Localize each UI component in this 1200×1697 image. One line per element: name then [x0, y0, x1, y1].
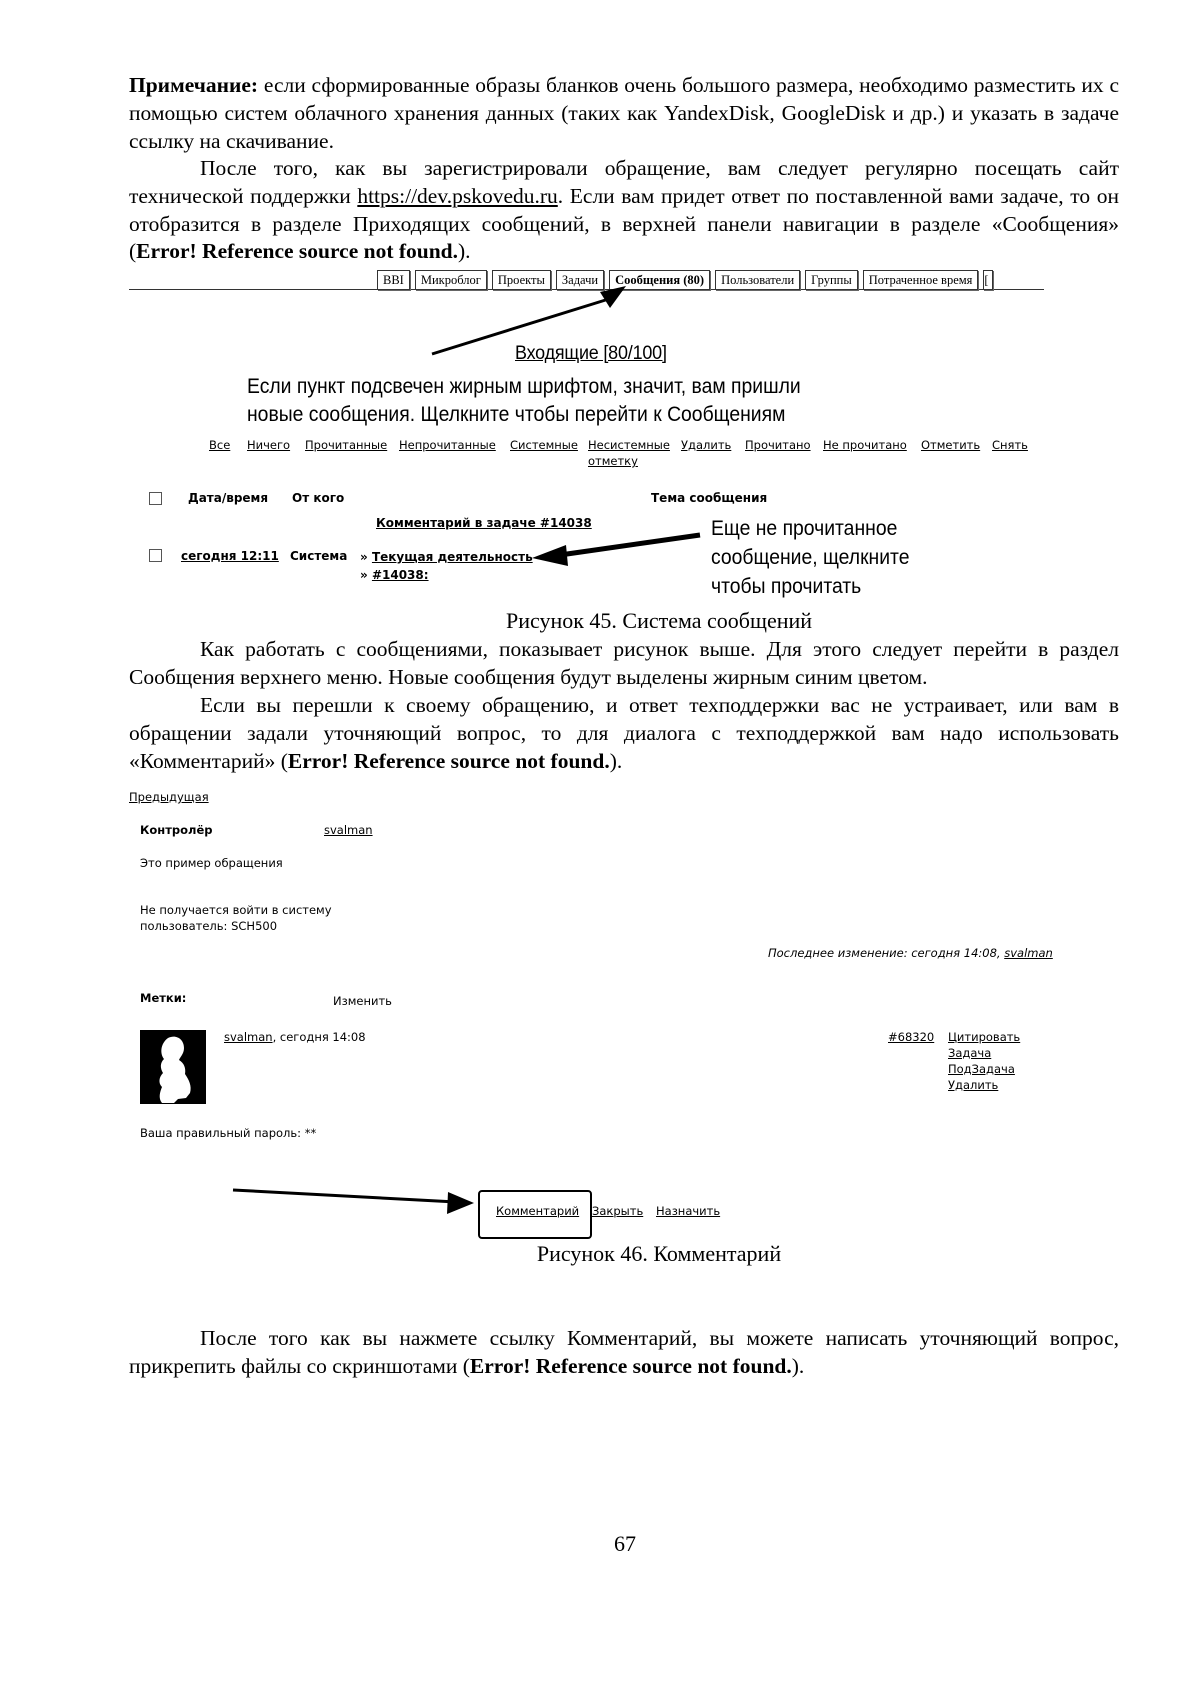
reference-error: Error! Reference source not found. — [136, 239, 459, 264]
task-link[interactable]: Задача — [948, 1046, 992, 1060]
messages-paragraph: Как работать с сообщениями, показывает рисунок выше. Для этого следует перейти в раздел Сообщения верхнего меню. Новые сообщения будут выделены жирным синим цветом. — [129, 637, 1119, 689]
bold-hint-line-2: новые сообщения. Щелкните чтобы перейти к Сообщениям — [247, 402, 786, 426]
bold-hint-line-1: Если пункт подсвечен жирным шрифтом, значит, вам пришли — [247, 374, 801, 398]
arrow-to-unread-message-icon — [532, 535, 700, 566]
inbox-link[interactable]: Входящие [80/100] — [515, 342, 667, 364]
column-subject: Тема сообщения — [651, 491, 768, 505]
previous-link[interactable]: Предыдущая — [129, 790, 209, 804]
p5-text-a: После того как вы нажмете ссылку Комментарий, вы можете написать уточняющий вопрос, прикрепить файлы со скриншотами ( — [129, 1326, 1119, 1378]
filter-nonsystem[interactable]: Несистемные — [588, 438, 670, 452]
tab-messages[interactable]: Сообщения (80) — [609, 270, 710, 290]
delete-link[interactable]: Удалить — [948, 1078, 999, 1092]
page-number: 67 — [614, 1531, 636, 1556]
last-change-user-link[interactable]: svalman — [1004, 946, 1053, 960]
message-date[interactable]: сегодня 12:11 — [181, 549, 279, 563]
column-date: Дата/время — [188, 491, 269, 505]
comment-link[interactable]: Комментарий — [496, 1204, 580, 1218]
message-link-2-prefix: » — [360, 568, 372, 582]
request-body-line-1: Не получается войти в систему — [140, 903, 332, 917]
p2-text-b: . Если вам придет ответ по поставленной вами задаче, то он отобразится в разделе Приходящих сообщений, в верхней панели навигации в разделе «Сообщения» ( — [129, 183, 1119, 264]
comment-text: Ваша правильный пароль: ** — [140, 1126, 317, 1140]
figure46-caption: Рисунок 46. Комментарий — [536, 1241, 782, 1266]
request-body-line-2: пользователь: SCH500 — [140, 919, 278, 933]
action-select[interactable]: Отметить — [921, 438, 981, 452]
close-link[interactable]: Закрыть — [592, 1204, 644, 1218]
p2-text-a: После того, как вы зарегистрировали обращение, вам следует регулярно посещать сайт технической поддержки — [129, 156, 1119, 208]
tab-tasks[interactable]: Задачи — [556, 270, 604, 290]
quote-link[interactable]: Цитировать — [948, 1030, 1021, 1044]
message-link-task[interactable]: #14038: — [371, 568, 429, 582]
tab-groups[interactable]: Группы — [805, 270, 858, 290]
unread-hint-line-2: сообщение, щелкните — [711, 545, 910, 569]
filter-nonsystem-wrap[interactable]: отметку — [588, 454, 638, 468]
assign-link[interactable]: Назначить — [656, 1204, 721, 1218]
tab-microblog[interactable]: Микроблог — [415, 270, 487, 290]
tab-truncated[interactable]: [ — [983, 270, 993, 290]
p5-text-b: ). — [791, 1353, 805, 1378]
filter-none[interactable]: Ничего — [247, 438, 291, 452]
tags-edit-link[interactable]: Изменить — [333, 994, 392, 1008]
controller-label: Контролёр — [140, 823, 213, 837]
filter-all[interactable]: Все — [209, 438, 231, 452]
support-site-link[interactable]: https://dev.pskovedu.ru — [357, 183, 558, 208]
action-mark-unread[interactable]: Не прочитано — [823, 438, 907, 452]
p4-text-b: ). — [609, 748, 623, 773]
comment-author-link[interactable]: svalman — [224, 1030, 273, 1044]
filter-read[interactable]: Прочитанные — [305, 438, 388, 452]
reference-error: Error! Reference source not found. — [287, 748, 610, 773]
message-from: Система — [290, 549, 348, 563]
tags-label: Метки: — [140, 991, 187, 1005]
tab-bbi[interactable]: BBI — [377, 270, 410, 290]
note-label: Примечание: — [129, 73, 259, 97]
reference-error: Error! Reference source not found. — [469, 1353, 792, 1378]
controller-user-link[interactable]: svalman — [324, 823, 373, 837]
subtask-link[interactable]: ПодЗадача — [948, 1062, 1015, 1076]
comment-time: , сегодня 14:08 — [272, 1030, 366, 1044]
p4-text-a: Если вы перешли к своему обращению, и ответ техподдержки вас не устраивает, или вам в обращении задали уточняющий вопрос, то для диалога с техподдержкой вам надо использовать «Комментарий» ( — [129, 693, 1119, 773]
filter-unread[interactable]: Непрочитанные — [399, 438, 496, 452]
arrow-to-comment-link-icon — [233, 1190, 474, 1214]
tab-projects[interactable]: Проекты — [492, 270, 551, 290]
filter-system[interactable]: Системные — [510, 438, 578, 452]
message-link-project[interactable]: Текущая деятельность — [371, 550, 533, 564]
tab-users[interactable]: Пользователи — [715, 270, 800, 290]
tab-time-spent[interactable]: Потраченное время — [863, 270, 979, 290]
unread-hint-line-1: Еще не прочитанное — [711, 516, 898, 540]
p2-text-c: ). — [458, 239, 471, 264]
action-delete[interactable]: Удалить — [681, 438, 732, 452]
action-mark-read[interactable]: Прочитано — [745, 438, 811, 452]
request-title: Это пример обращения — [140, 856, 283, 870]
unread-hint-line-3: чтобы прочитать — [711, 574, 862, 598]
comment-id-link[interactable]: #68320 — [888, 1030, 935, 1044]
message-subject-title[interactable]: Комментарий в задаче #14038 — [376, 516, 592, 530]
figure45-caption: Рисунок 45. Система сообщений — [505, 608, 813, 633]
arrow-to-messages-tab-icon — [432, 286, 626, 354]
note-text: если сформированные образы бланков очень большого размера, необходимо разместить их с помощью систем облачного хранения данных (таких как YandexDisk, GoogleDisk и др.) и указать в задаче ссылку на скачивание. — [129, 73, 1119, 153]
message-link-1-prefix: » — [360, 550, 372, 564]
column-from: От кого — [292, 491, 345, 505]
action-deselect[interactable]: Снять — [992, 438, 1028, 452]
last-change-text: Последнее изменение: сегодня 14:08, — [768, 946, 1005, 960]
